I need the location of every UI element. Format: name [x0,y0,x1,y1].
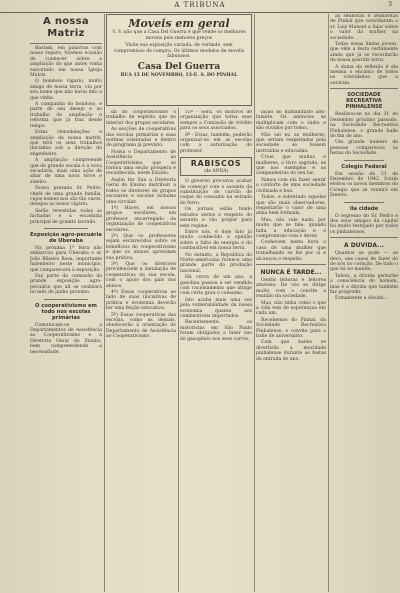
paragraph: Bastam, em palavras com nosso reparo, tivemos ocasião de conhecer sobre a ampliação do que antes vinha executado em nossa Igreja Matriz. [30,46,102,79]
ad-shop-name: Casa Del Guerra [137,61,221,72]
column-rule [328,14,329,592]
paragraph: Entre nós, é hoje fato já muito conhecido a opinião sobre a falta de energia e do combustível em nossa terra. [180,229,252,252]
divider [30,43,102,44]
paragraph: Gentis leitoras e leitores amáveis: De vós se dirige muito com o convite a reunião da sociedade. [256,277,326,300]
paragraph: 8º - Estas, também, poderão organizar-se em as escolas com a autorização do professor. [180,132,252,154]
column-4 [256,110,326,592]
paragraph: Comunicam-se a Departamentos de Assistência ao Cooperativismo e à Diretoria Geral do Ensino, bem compreendendo a necessidade. [30,322,102,355]
ad-line: Visite sua exposição variada, de verdade, sem compromisso de compra. Os últimos modelos de movéis fabulosos. [113,43,245,60]
paragraph: Estas remodelações e ampliação da nossa matriz, que terá os seus trabalhos iniciados sob a direção do engenheiro. [30,130,102,157]
paragraph: Em sessão de 31 de Dezembro de 1942, foram eleitos os novos membros do Colegio que se reunirá em Janeiro. [330,171,398,199]
advertisement-box [106,14,252,106]
paragraph: Quantos se pode — se devo, uns casos de fazer dó de nós no coração. De tudo o que há no mundo. [330,251,398,273]
paragraph: Vamos com ela fazer sentir o conforto de uma sociedade civilizada e boa. [256,177,326,194]
headline-exposicao: Exposição agro-pecuária de Uberaba [30,232,102,244]
paragraph: Mas, não vale nada, por muito que se fale, quando falta a educação e o compromisso com o dever. [256,217,326,239]
column-3 [180,110,252,592]
paragraph: Nosso prezado Sr. Pedro, chefe de uma grande família, cujos nomes nos são tão caros, desejou ao nosso vigário. [30,186,102,208]
column-rule [178,108,179,592]
paragraph: Com que bailes se divertirão a mocidade pinhalense durante as festas da entrada do ano. [256,340,326,362]
headline-colegio: Colegio Federal [341,163,387,170]
paragraph: Mas, não tinha como o que a vida tem de esperanças em cada um. [256,300,326,317]
paragraph: As secções de cooperativas das escolas primárias e suas normas orientadas e dentro do programa já previsto. [106,127,176,149]
divider [256,264,326,265]
paragraph: Realizou-se no dia 31 de Dezembro próximo passado, na Sociedade Recreativa Pinhalense, o grande baile de fim de ano. [330,112,398,139]
paragraph: 3º) Que os diretores providenciem a instalação de cooperativas na sua escola, com o apoio dos pais dos alunos. [106,261,176,289]
paragraph: No entanto, a Republica do Norte-americano fornece uma grande parte da produção nacional. [180,252,252,274]
column-5 [330,14,398,592]
paragraph: Não sei eu as mulheres, que seriam respeitadas pela sociedade se fossem instruídas e educadas. [256,132,326,154]
ad-address: RUA 15 DE NOVEMBRO, 13-E. S. DO PINHAL [120,72,238,78]
masthead [0,0,400,13]
paragraph: A dama da reflexão é ela mesma o encanto de todos os convidados que a ouviram. [330,64,398,86]
paragraph: Recebemos do Pinhal, da Sociedade Recreativa Pinhalense, o convite para o baile de aniversário. [256,317,326,340]
paragraph: da do cooperativismo o trabalho de espírito que no interior dos grupos escolares. [106,110,176,126]
paragraph: Na próxima 1ª feira não embarcou para Uberaba o sr. João Ribeiro Rosa, importante fazendeiro neste município, que comparecerá à exposição. [30,246,102,273]
paragraph: A campanha do bondoso, e parte do seu desejo e ao trabalho de ampliação e reforma que já traz desde tempo. [30,102,102,129]
headline-cooperativismo: O cooperativismo em todo nos escolas primárias [35,302,97,321]
paragraph: Talvez, a dúvida perturbe a consciência do homem, mas é a dúvida que também faz progredir. [330,273,398,296]
column-1 [30,14,102,592]
paragraph: Serão revestidas todas as fachadas e a escadaria principal de granito lavrado. [30,208,102,225]
paragraph: Assim fez Sua a Diretoria Geral do Ensino distribuir a todos os diretores de grupos escolares e escolas isoladas uma circular. [106,177,176,205]
paragraph: 4º) Essas cooperativas ao lado de suas iniciativas de prática e economia deverão ter uma feição educativa. [106,290,176,312]
paragraph: O bondoso vigario, muito amigo de nossa terra, viu por seu nome que não havia dito a que vinha. [30,79,102,101]
headline-sociedade: SOCIEDADE RECREATIVA PINHALENSE [345,92,383,111]
paragraph: Conhecem nesta hora o caso de uma mulher que trabalhando se fez por si e alcançou o respeito. [256,240,326,262]
column-2 [106,110,176,592]
divider [330,88,398,89]
rabiscos-header [180,157,252,176]
headline-a-duvida: A DUVIDA... [343,242,385,250]
paragraph: lação do humanitário alto-falante. Os anúncios se multiplicam com o rádio e são ouvidos por todos. [256,110,326,132]
paragraph: 2º) Que os professores sejam esclarecidos sobre os benefícios do cooperativismo e que os alunos aprendam sua prática. [106,233,176,261]
page-number: 3 [388,1,392,8]
rabiscos-title: RABISCOS [190,159,242,169]
paragraph: Há cerca de um ano, a gasolina passou a ser vendida com racionamento que atinge com certo grau o consumo. [180,275,252,297]
paragraph: 1º) Haver, em nossos grupos escolares, um professor encarregado da organização de cooperativas escolares. [106,205,176,233]
paragraph: Recentemente, os motoristas em São Paulo foram obrigados a fazer uso de gasogênio nos seus carros. [180,320,252,342]
paragraph: Ermamente a dúvida... [335,296,388,302]
ad-line: V. S. não que a Casa Del Guerra é que vende os melhores moveis pelo menores preços [112,30,246,41]
paragraph: Todas essas lindas jovens, que vêm a festa certamente ainda que já se recordarão da nossa querida terra. [330,42,398,64]
divider [344,160,385,161]
paragraph: O governo procurou acabar de começar com o assunto da substituição do carvão de coque do consumo na estrada de ferro. [180,179,252,206]
paragraph: 5º) Essas cooperativas das escolas, como as demais, obedecerão à orientação do Departamento de Assistência ao Cooperativismo. [106,312,176,340]
rabiscos-byline: (de ANNA) [203,169,229,175]
paragraph: Faz parte da comissão da grande exposição agro-pecuária que ali se realizará no mês de junho próximo. [30,274,102,296]
paragraph: Todos, e sobretudo aqueles que são mais observadores, respeitarão o valor de uma alma bem formada. [256,195,326,217]
divider [344,202,385,203]
headline-matriz: A nossa Matriz [43,16,89,39]
paragraph: Croie que muitas e mulheres, o livro sagrado, as que nos exemplos e as companheiras do seu lar. [256,155,326,177]
headline-cidade: Ila cidade [349,205,379,212]
divider [44,228,87,229]
paragraph: Nossa o Departamento de Assistência ao Cooperativismo que se tornou uma seção próspera e reconhecida, neste Estado. [106,149,176,177]
paragraph: 15º - Será, os motivos de organização que torna esse sempre a Comissão de crédito para os seus associados. [180,110,252,132]
column-rule [254,14,255,592]
paragraph: Os jornais estão tendo estudos sérios a respeito do assunto e vão propor para este regime. [180,207,252,229]
paragraph: as senhoras e senhoritas de Pinhal que convidaram o sr. Luiz Manoel a falar sobre o valor da mulher na sociedade. [330,14,398,41]
paragraph: A ampliação compreende que de grande escala e a nova escadaria, mais uma ação de altar de uma nova torre e sineiro. [30,158,102,185]
column-rule [104,14,105,592]
paragraph: O regresso do Sr. Pedro e dos seus amigos da capital foi muito festejado por todos os pinhalenses. [330,213,398,235]
ad-title: Moveis em geral [128,17,230,30]
paragraph: Um grande numero de pessoas compareceu às festas da Sociedade. [330,140,398,157]
paragraph: Isto acaba mais uma vez pela vulnerabilidade da nossa economia quanto aos combustíveis importados. [180,297,252,319]
divider [330,237,398,238]
headline-nunca-e-tarde: NUNCA É TARDE... [260,268,322,276]
masthead-title: A TRIBUNA [174,1,226,9]
divider [44,299,87,300]
